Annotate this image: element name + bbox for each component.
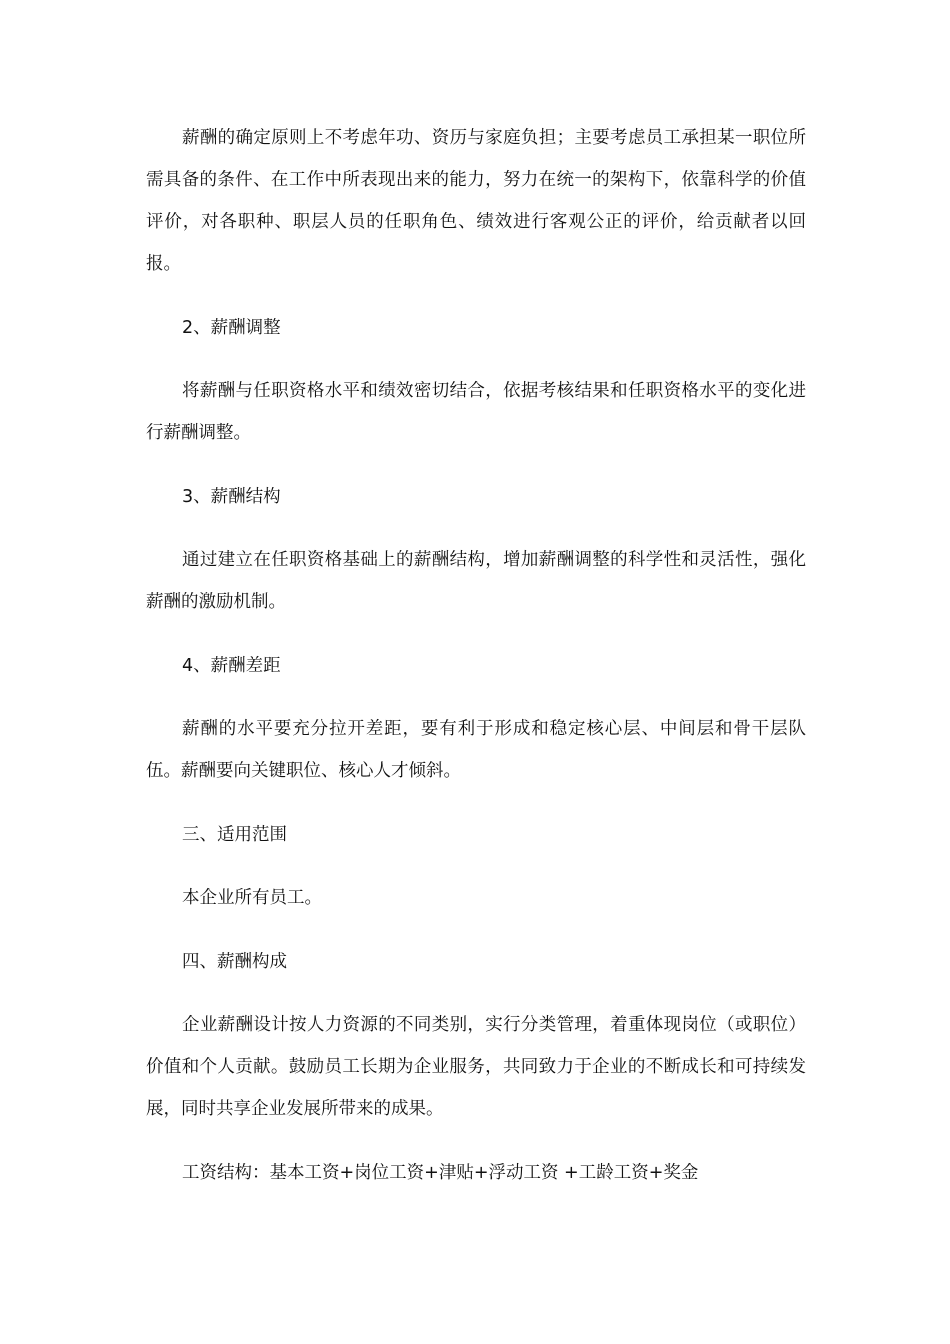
paragraph-salary-composition: 企业薪酬设计按人力资源的不同类别，实行分类管理，着重体现岗位（或职位）价值和个人贡献。鼓励员工长期为企业服务，共同致力于企业的不断成长和可持续发展，同时共享企业发展所带来的成果。 <box>146 1015 806 1119</box>
heading-salary-gap: 4、薪酬差距 <box>182 656 281 676</box>
paragraph-salary-gap: 薪酬的水平要充分拉开差距，要有利于形成和稳定核心层、中间层和骨干层队伍。薪酬要向关键职位、核心人才倾斜。 <box>146 719 806 781</box>
heading-scope: 三、适用范围 <box>182 825 287 845</box>
document-page <box>146 0 806 1344</box>
heading-salary-composition: 四、薪酬构成 <box>182 952 287 972</box>
heading-salary-structure: 3、薪酬结构 <box>182 487 281 507</box>
heading-salary-adjustment: 2、薪酬调整 <box>182 318 281 338</box>
paragraph-salary-adjustment: 将薪酬与任职资格水平和绩效密切结合，依据考核结果和任职资格水平的变化进行薪酬调整。 <box>146 381 806 443</box>
paragraph-salary-structure: 通过建立在任职资格基础上的薪酬结构，增加薪酬调整的科学性和灵活性，强化薪酬的激励机制。 <box>146 550 806 612</box>
paragraph-wage-structure: 工资结构：基本工资+岗位工资+津贴+浮动工资 +工龄工资+奖金 <box>182 1163 699 1183</box>
paragraph-scope: 本企业所有员工。 <box>182 888 322 908</box>
paragraph-salary-principle: 薪酬的确定原则上不考虑年功、资历与家庭负担；主要考虑员工承担某一职位所需具备的条件、在工作中所表现出来的能力，努力在统一的架构下，依靠科学的价值评价，对各职种、职层人员的任职角色、绩效进行客观公正的评价，给贡献者以回报。 <box>146 128 806 274</box>
